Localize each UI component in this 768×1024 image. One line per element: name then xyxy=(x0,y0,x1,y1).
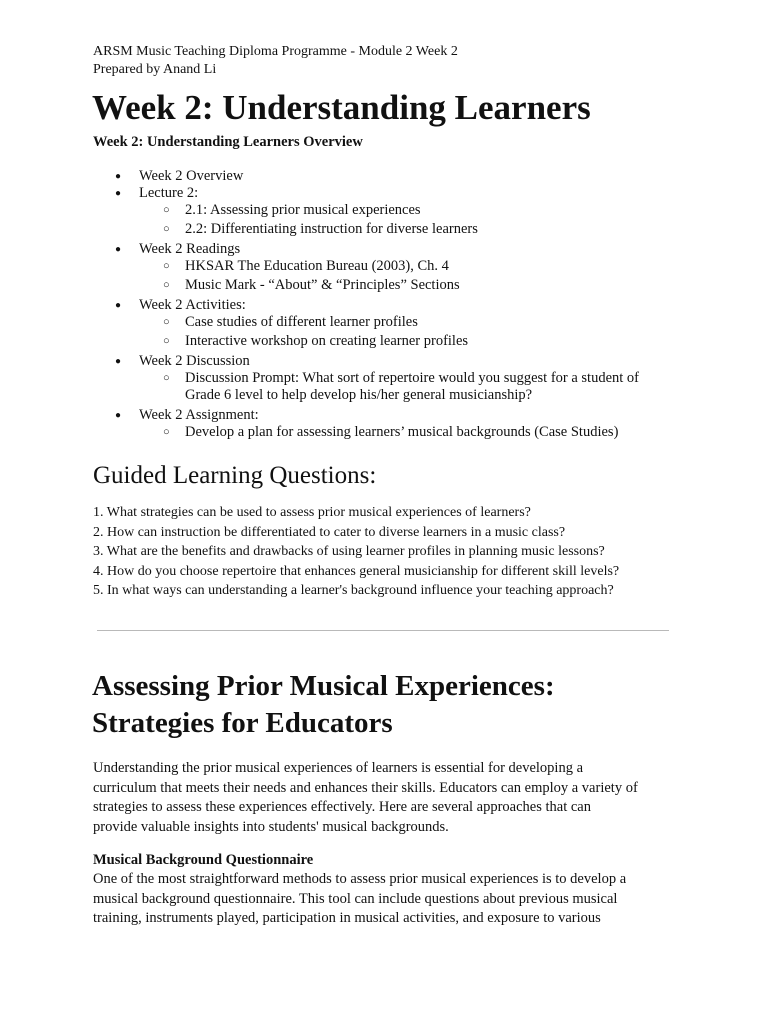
week-outline xyxy=(93,168,639,441)
paragraph-line: strategies to assess these experiences effectively. Here are several approaches that can xyxy=(93,799,591,815)
page-title: Week 2: Understanding Learners xyxy=(92,88,591,127)
paragraph-line: training, instruments played, participation in musical activities, and exposure to various xyxy=(93,910,601,926)
guided-question: 2. How can instruction be differentiated to cater to diverse learners in a music class? xyxy=(93,524,566,540)
guided-questions-list xyxy=(93,503,619,601)
section-divider xyxy=(97,630,669,631)
header-author: Prepared by Anand Li xyxy=(93,62,217,77)
paragraph-line: musical background questionnaire. This tool can include questions about previous musical xyxy=(93,890,618,907)
paragraph-line: Understanding the prior musical experiences of learners is essential for developing a xyxy=(93,760,584,776)
outline-item-lecture: ● Lecture 2: xyxy=(93,185,639,202)
guided-question: 5. In what ways can understanding a learner's background influence your teaching approach? xyxy=(93,583,614,598)
guided-questions-heading: Guided Learning Questions: xyxy=(93,462,377,489)
outline-subitem-discussion-prompt xyxy=(93,370,639,404)
overview-title: Week 2: Understanding Learners Overview xyxy=(93,134,363,150)
outline-subitem: ○ 2.2: Differentiating instruction for diverse learners xyxy=(93,221,639,238)
section-heading-line: Strategies for Educators xyxy=(92,707,393,739)
discussion-prompt-line: Grade 6 level to help develop his/her general musicianship? xyxy=(185,387,533,403)
paragraph-line: provide valuable insights into students' musical backgrounds. xyxy=(93,818,449,835)
outline-subitem: ○ HKSAR The Education Bureau (2003), Ch. 4 xyxy=(93,258,639,275)
intro-paragraph xyxy=(93,759,685,837)
subsection-title: Musical Background Questionnaire xyxy=(93,852,314,868)
discussion-prompt-line: ○ Discussion Prompt: What sort of repertoire would you suggest for a student of xyxy=(185,370,639,386)
paragraph-line: curriculum that meets their needs and enhances their skills. Educators can employ a variety of xyxy=(93,779,638,796)
section-heading-line: Assessing Prior Musical Experiences: xyxy=(92,670,555,702)
outline-item-readings: ● Week 2 Readings xyxy=(93,241,639,258)
guided-question: 1. What strategies can be used to assess prior musical experiences of learners? xyxy=(93,505,531,520)
guided-question: 3. What are the benefits and drawbacks of using learner profiles in planning music lessons? xyxy=(93,544,605,559)
outline-item-discussion: ● Week 2 Discussion xyxy=(93,353,639,370)
guided-question: 4. How do you choose repertoire that enhances general musicianship for different skill levels? xyxy=(93,563,620,579)
outline-subitem: ○ Case studies of different learner profiles xyxy=(93,314,639,331)
paragraph-line: One of the most straightforward methods to assess prior musical experiences is to develop a xyxy=(93,871,627,887)
outline-subitem: ○ Interactive workshop on creating learner profiles xyxy=(93,333,639,350)
outline-subitem: ○ 2.1: Assessing prior musical experiences xyxy=(93,202,639,219)
section-heading xyxy=(92,668,555,742)
outline-subitem: ○ Music Mark - “About” & “Principles” Sections xyxy=(93,277,639,294)
questionnaire-paragraph xyxy=(93,870,685,929)
outline-item-activities: ● Week 2 Activities: xyxy=(93,297,639,314)
document-header xyxy=(93,43,458,79)
outline-item-overview: ● Week 2 Overview xyxy=(93,168,639,185)
outline-item-assignment: ● Week 2 Assignment: xyxy=(93,407,639,424)
header-programme: ARSM Music Teaching Diploma Programme - Module 2 Week 2 xyxy=(93,44,458,59)
outline-subitem: ○ Develop a plan for assessing learners’ musical backgrounds (Case Studies) xyxy=(93,424,639,441)
